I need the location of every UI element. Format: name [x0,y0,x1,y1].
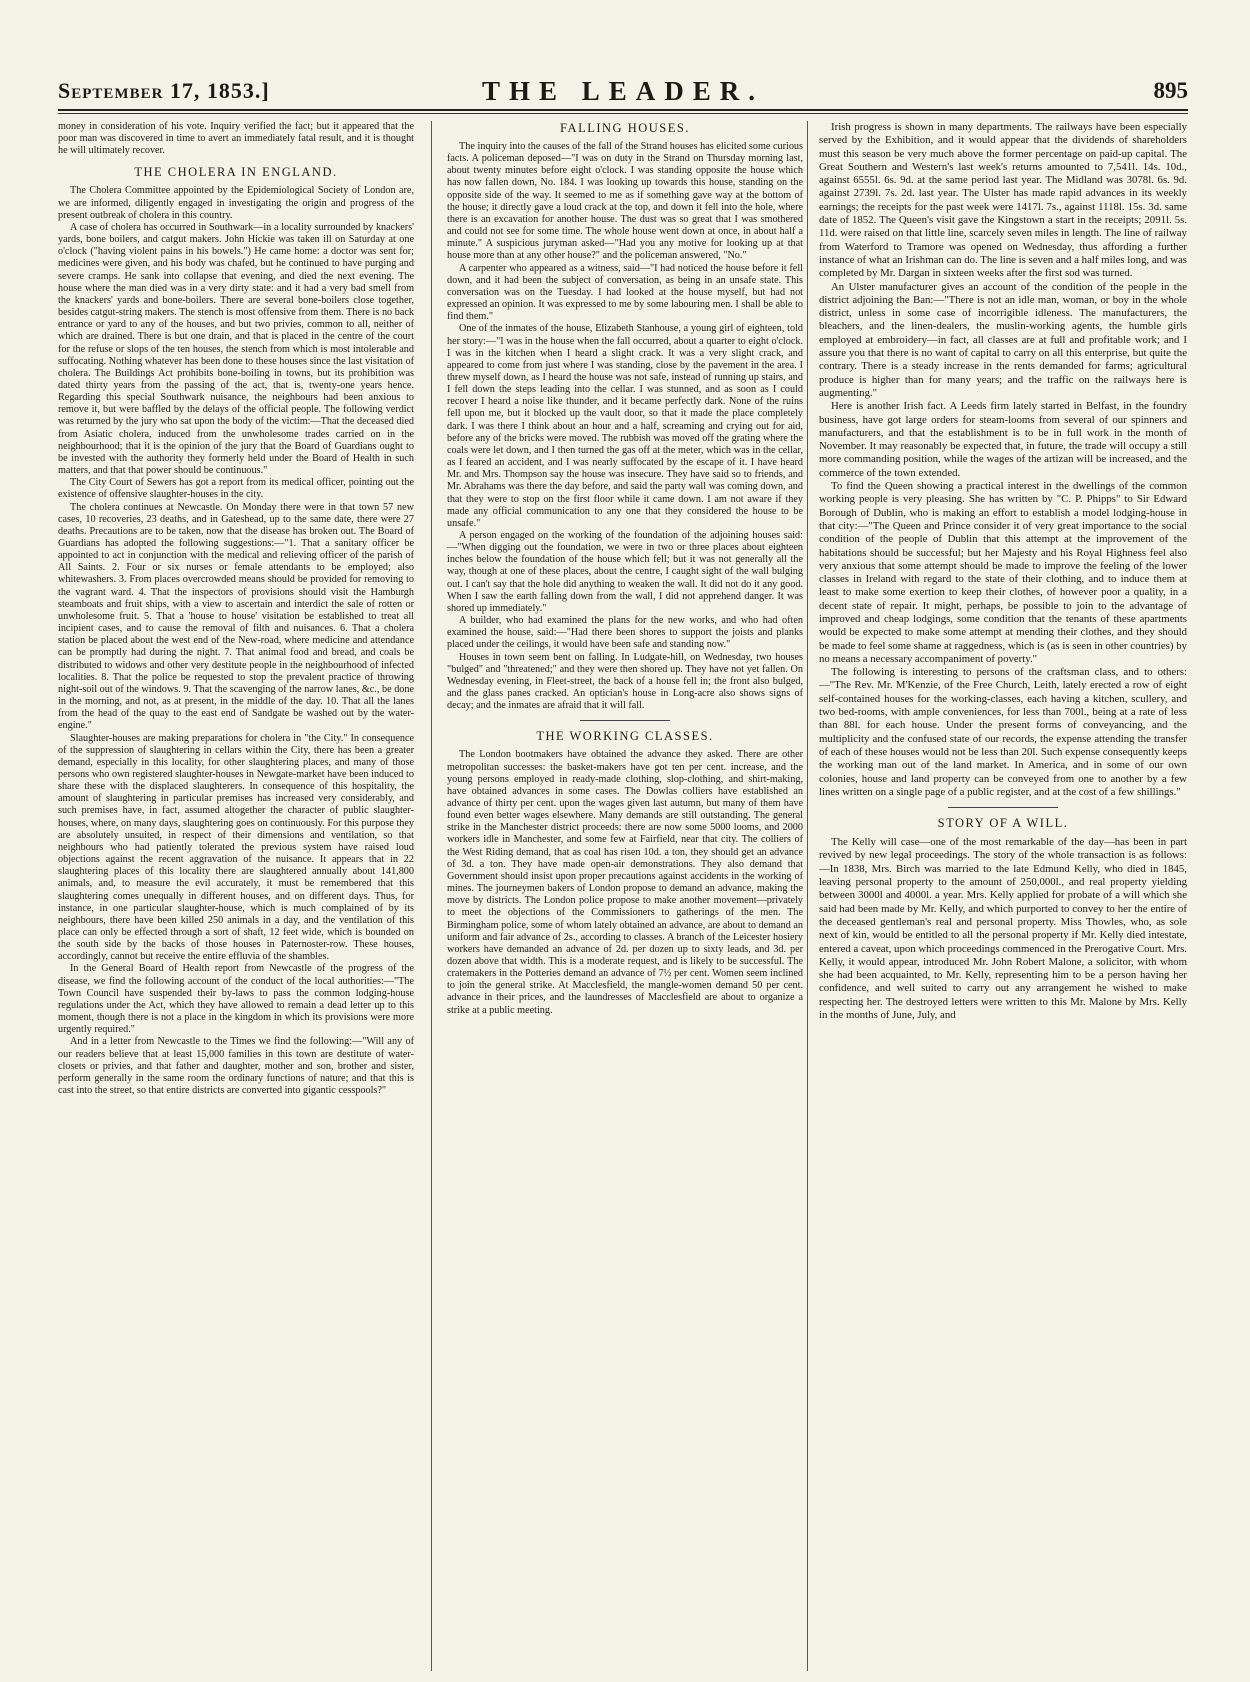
paragraph: To find the Queen showing a practical interest in the dwellings of the common working people is very pleasing. She has written by "C. P. Phipps" to Sir Edward Borough of Dublin, who is making an effort to establish a model lodging-house in that city:—"The Queen and Prince consider it of very great importance to the social condition of the people of Dublin that this attempt at the improvement of the habitations should be successful; but her Majesty and his Royal Highness feel also very anxious that some attempt should be made to improve the feeling of the lower classes in Ireland with regard to the state of their clothing, and to induce them at least to make some exertion to keep their clothes, of however poor a quality, in a decent state of repair. It might, perhaps, be possible to join to the advantage of improved and cheap lodgings, some condition that the tenants of these apartments would be expected to make some attempt at mending their clothes, and they should be made to feel some shame at raggedness, which is (as is seen in other countries) by no means a necessary accompaniment of poverty." [819,480,1187,665]
page-number: 895 [1153,78,1188,103]
column-left [58,121,414,1677]
column-divider [807,121,808,1671]
paragraph: The inquiry into the causes of the fall of the Strand houses has elicited some curious facts. A policeman deposed—"I was on duty in the Strand on Thursday morning last, about twenty minutes before eight o'clock. I was standing opposite the house which has now fallen down, No. 184. I was looking up towards this house, standing on the opposite side of the way. It seemed to me as if something gave way at the bottom of the house; it directly gave a loud crack at the top, and down it fell into the hole, where there is an excavation for another house. The dust was so great that I was smothered and could not see for some time. The whole house went down at once, in about half a minute." A suspicious juryman asked—"Had you any motive for looking up at that house more than at any other house?" and the policeman answered, "No." [447,141,803,262]
header-rule-thin [58,113,1188,114]
paragraph: Here is another Irish fact. A Leeds firm lately started in Belfast, in the foundry business, have got large orders for steam-looms from several of our spinners and manufacturers, and that the establishment is to be in full work in the month of November. It may reasonably be expected that, in future, the trade will occupy a still more commanding position, while the wages of the artizan will be increased, and the commerce of the town extended. [819,400,1187,479]
column-divider [431,121,432,1671]
heading-cholera: THE CHOLERA IN ENGLAND. [134,165,338,180]
heading-working-classes: THE WORKING CLASSES. [536,729,714,744]
paragraph: An Ulster manufacturer gives an account of the condition of the people in the district adjoining the Ban:—"There is not an idle man, woman, or boy in the whole district, unless in some case of incorrigible idleness. The manufacturers, the bleachers, and the linen-dealers, the muslin-working agents, the humble girls employed at embroidery—in fact, all classes are at full and profitable work; and I assure you that there is no want of capital to carry on all this enterprise, but quite the contrary. There is a steady increase in the rents demanded for farms; agricultural produce is higher than for many years; and the traffic on the railways here is augmenting." [819,280,1187,399]
section-separator [580,720,670,721]
header-rule-thick [58,109,1188,111]
paragraph: The cholera continues at Newcastle. On Monday there were in that town 57 new cases, 10 recoveries, 23 deaths, and in Gateshead, up to the same date, there were 27 deaths. Precautions are to be taken, now that the disease has broken out. The Board of Guardians has adopted the following suggestions:—"1. That a sanitary officer be appointed to act in conjunction with the medical and relieving officer of the parish of All Saints. 2. Four or six nurses or female attendants to be employed; also whitewashers. 3. From places overcrowded means should be provided for removing to the vagrant ward. 4. That the inspectors of provisions should visit the Hamburgh steamboats and fruit ships, with a view to ascertain and interdict the sale of rotten or unwholesome fruit. 5. That a 'house to house' visitation be established to treat all incipient cases, and to cause the removal of filth and nuisances. 6. That a cholera station be placed about the west end of the New-road, where medicine and attendance can be promptly had during the night. 7. That animal food and bread, and coals be distributed to widows and other very destitute people in the neighbourhood of infected localities. 8. That the police be requested to stop the prevalent practice of throwing night-soil out of the windows. 9. That the scavenging of the narrow lanes, &c., be done in the morning, and not, as at present, in the middle of the day. 10. That all the lanes from the head of the quay to the east end of Sandgate be washed out by the water-engine." [58,501,414,732]
paragraph: A builder, who had examined the plans for the new works, and who had often examined the house, said:—"Had there been shores to support the joists and planks placed under the ceilings, it would have been safe and standing now." [447,615,803,651]
paragraph: One of the inmates of the house, Elizabeth Stanhouse, a young girl of eighteen, told her story:—"I was in the house when the fall occurred, about a quarter to eight o'clock. I was in the kitchen when I heard a slight crack. It was a very slight crack, and appeared to come from just where I was standing, close by the pavement in the area. I threw myself down, as I heard the house was not safe, instead of running up stairs, and I fell down the steps leading into the cellar. I was stunned, and as soon as I could recover I heard a noise like thunder, and it became perfectly dark. None of the ruins fell upon me, but it blocked up the vault door, so that it made the place completely dark. I was there I think about an hour and a half, screaming and crying out for aid, before any of the bricks were moved. The rubbish was moved off the grating where the coals were let down, and I then turned the gas off at the meter, which was in the cellar, as I feared an accident, and I was nearly suffocated by the escape of it. I have heard Mr. and Mrs. Thompson say the house was insecure. They have said so to friends, and Mr. Abrahams was there the day before, and said the party wall was coming down, and that they were to stop on the first floor while it came down. I am not aware if they made any official communication to any one that they considered the house to be unsafe." [447,323,803,529]
paragraph: Irish progress is shown in many departments. The railways have been especially served by the Exhibition, and it would appear that the dividends of shareholders must this season be very much above the former percentage on paid-up capital. The Great Southern and Western's last week's returns amounted to 7,541l. 14s. 10d., against 6555l. 6s. 9d. at the same period last year. The Midland was 3078l. 6s. 9d. against 2739l. 7s. 2d. last year. The Ulster has made rapid advances in its weekly earnings; the receipts for the past week were 1417l. 7s., against 1118l. 15s. 3d. same date of 1852. The Queen's visit gave the Kingstown a start in the receipts; 2091l. 5s. 11d. were raised on that little line, scarcely seven miles in length. The line of railway from Waterford to Tramore was opened on Wednesday, thus affording a further instance of what an Irishman can do. The line is seven and a half miles long, and was completed by Mr. Dargan in sixteen weeks after the first sod was turned. [819,121,1187,280]
paragraph: A person engaged on the working of the foundation of the adjoining houses said:—"When digging out the foundation, we were in two or three places about eighteen inches below the foundation of the house which fell; but it was not generally all the way, though at one of these places, about the centre, I caught sight of the wall bulging out. I can't say that the hole did anything to weaken the wall. It did not do it any good. When I saw the earth falling down from the wall, I did not apprehend danger. It was shored up immediately." [447,530,803,614]
paragraph: The Cholera Committee appointed by the Epidemiological Society of London are, we are informed, diligently engaged in investigating the origin and progress of the present outbreak of cholera in this country. [58,185,414,221]
paragraph: And in a letter from Newcastle to the Times we find the following:—"Will any of our readers believe that at least 15,000 families in this town are destitute of water-closets or privies, and that father and daughter, mother and son, brother and sister, perform generally in the same room the ordinary functions of nature; and that this is cast into the street, so that entire districts are converted into gigantic cesspools?" [58,1036,414,1097]
paragraph: A carpenter who appeared as a witness, said—"I had noticed the house before it fell down, and it had been the subject of conversation, as being in an unsafe state. This conversation was on the Tuesday. I had looked at the house myself, but had not expressed an opinion. It was expressed to me by some labouring men. I shall be able to find them." [447,262,803,323]
column-middle [447,121,803,1677]
paragraph: The Kelly will case—one of the most remarkable of the day—has been in part revived by new legal proceedings. The story of the whole transaction is as follows:—In 1838, Mrs. Birch was married to the late Edmund Kelly, who died in 1845, leaving personal property to the amount of 250,000l., and real property yielding between 3000l and 4000l. a year. Mrs. Kelly applied for probate of a will which she said had been made by Mr. Kelly, and which purported to convey to her the entire of the deceased gentleman's real and personal property. Miss Thowles, who, as sole next of kin, would be entitled to all the personal property if Mr. Kelly died intestate, entered a caveat, upon which proceedings commenced in the Prerogative Court. Mrs. Kelly, it would appear, introduced Mr. John Robert Malone, a solicitor, with whom she had been acquainted, to Mr. Kelly, representing him to be a person having her confidence, and well suited to carry out any arrangement he wished to make respecting her. The destroyed letters were written to this Mr. Malone by Mrs. Kelly in the months of June, July, and [819,836,1187,1021]
paragraph: A case of cholera has occurred in Southwark—in a locality surrounded by knackers' yards, bone boilers, and catgut makers. John Hickie was taken ill on Saturday at one o'clock ("having violent pains in his bowels.") He came home: a doctor was sent for; medicines were given, and his body was chafed, but he continued to have purging and severe cramps. He sank into collapse that evening, and died the next evening. The house where the man died was in a very dirty state: and it had a very bad smell from the knackers' yards and bone-boilers. There are several bone-boilers close together, besides catgut-string makers. The stench is most offensive from them. There is no back entrance or yard to any of the houses, and but two privies, common to all, neither of which are drained. There is but one drain, and that is placed in the centre of the court for the refuse or slops of the ten houses, the stench from which is most intolerable and suffocating. Nothing whatever has been done to these houses since the last visitation of cholera. The Buildings Act prohibits bone-boiling in towns, but its prohibition was dated thirty years from the passing of the act, that is, twenty-one years hence. Regarding this special Southwark nuisance, the neighbours had been anxious to remove it, but were baffled by the delays of the official people. The following verdict was returned by the jury who sat upon the body of the victim:—That the deceased died from Asiatic cholera, induced from the unwholesome trades carried on in the neighbourhood; that it is the opinion of the jury that the Board of Guardians ought to be invested with the authority they formerly held under the Board of Health in such matters, and that that power should be continuous." [58,221,414,477]
paragraph: The London bootmakers have obtained the advance they asked. There are other metropolitan successes: the basket-makers have got ten per cent. increase, and the young persons employed in ready-made clothing, slop-clothing, and shirt-making, have obtained advances in some cases. The Dowlas colliers have established an advance of thirty per cent. upon the wages given last autumn, but many of them have found even better wages elsewhere. Many demands are still outstanding. The general strike in the Manchester district proceeds: there are now some 5000 looms, and 2000 workers idle in Manchester, and some few at Fairfield, near that city. The colliers of the West Riding demand, that as coal has risen 10d. a ton, they should get an advance of 3d. a ton. They have made open-air demonstrations. They also demand that Government should insist upon proper precautions against accidents in the working of mines. The journeymen bakers of London propose to demand an advance, making the move by districts. The London police propose to make another movement—privately to meet the objections of the Commissioners to gatherings of the men. The Birmingham police, some of whom lately obtained an advance, are about to demand an uniform and fair advance of 2s., according to classes. A branch of the Leicester hosiery workers have demanded an advance of 2d. per dozen up to sixty leads, and 3d. per dozen above that width. This is a moderate request, and is likely to be successful. The cratemakers in the Potteries demand an advance of 7½ per cent. Women seem inclined to join the general strike. At Macclesfield, the mangle-women demand 50 per cent. advance in their prices, and the laundresses of Macclesfield are about to organize a strike at a public meeting. [447,749,803,1016]
paragraph: The City Court of Sewers has got a report from its medical officer, pointing out the existence of offensive slaughter-houses in the city. [58,477,414,501]
column-right [819,121,1187,1677]
newspaper-title: THE LEADER. [481,76,765,106]
section-separator [948,807,1058,808]
masthead [58,78,1188,108]
paragraph: Slaughter-houses are making preparations for cholera in "the City." In consequence of the suppression of slaughtering in cellars within the City, there has been a greater demand, especially in this locality, for other slaughtering places, and many of those persons who own registered slaughter-houses in Newgate-market have been induced to share these with the displaced slaughterers. In consequence of this hospitality, the amount of slaughtering in particular premises has increased very considerably, and such premises have, in fact, assumed altogether the character of public slaughter-houses, where, on many days, slaughtering goes on continuously. For this purpose they are absolutely unsuited, in respect of their dimensions and ventilation, so that neighbours who had patiently tolerated the previous system have raised loud objections against the recent aggravation of the nuisance. It appears that in 22 slaughtering places of this locality there are slaughtered annually about 141,800 animals, and, to measure the evil accurately, it must be remembered that this slaughtering comes unequally in different houses, and on different days. Thus, for instance, in one particular slaughter-house, which is much complained of by its neighbours, there have been killed 250 animals in a day, and the ventilation of this place can only be effected through a sort of shaft, 12 feet wide, which is bounded on the south side by the backs of those houses in Paternoster-row. These houses, accordingly, cannot but receive the entire effluvia of the shambles. [58,732,414,963]
paragraph: The following is interesting to persons of the craftsman class, and to others:—"The Rev. Mr. M'Kenzie, of the Free Church, Leith, lately erected a row of eight self-contained houses for the working-classes, each having a kitchen, scullery, and two bed-rooms, with ample conveniences, for less than 700l., being at a rate of less than 88l. for each house. Under the present forms of conveyancing, and the multiplicity and the confused state of our records, the expense attending the transfer of each of these houses would not be less than 20l. Such expense consequently keeps the working man out of the land market. In America, and in some of our own colonies, house and land property can be conveyed from one to another by a few lines written on a single page of a public register, and at the cost of a few shillings." [819,666,1187,798]
heading-story-of-a-will: STORY OF A WILL. [937,816,1069,831]
heading-falling-houses: FALLING HOUSES. [560,121,690,135]
paragraph: Houses in town seem bent on falling. In Ludgate-hill, on Wednesday, two houses "bulged" and "threatened;" and they were then shored up. They have not yet fallen. On Wednesday evening, in Fleet-street, the back of a house fell in; the front also bulged, and the glass panes cracked. An optician's house in Long-acre also shows signs of decay; and the inmates are afraid that it will fall. [447,651,803,712]
paragraph: In the General Board of Health report from Newcastle of the progress of the disease, we find the following account of the conduct of the local authorities:—"The Town Council have suspended their by-laws to pass the common lodging-house regulations under the Act, which they have allowed to remain a dead letter up to this moment, though there is not a place in the kingdom in which its provisions were more urgently required." [58,963,414,1036]
issue-date: September 17, 1853.] [58,78,270,103]
article-continuation: money in consideration of his vote. Inquiry verified the fact; but it appeared that the poor man was discovered in time to avert an immediately fatal result, and it is thought he will ultimately recover. [58,121,414,157]
